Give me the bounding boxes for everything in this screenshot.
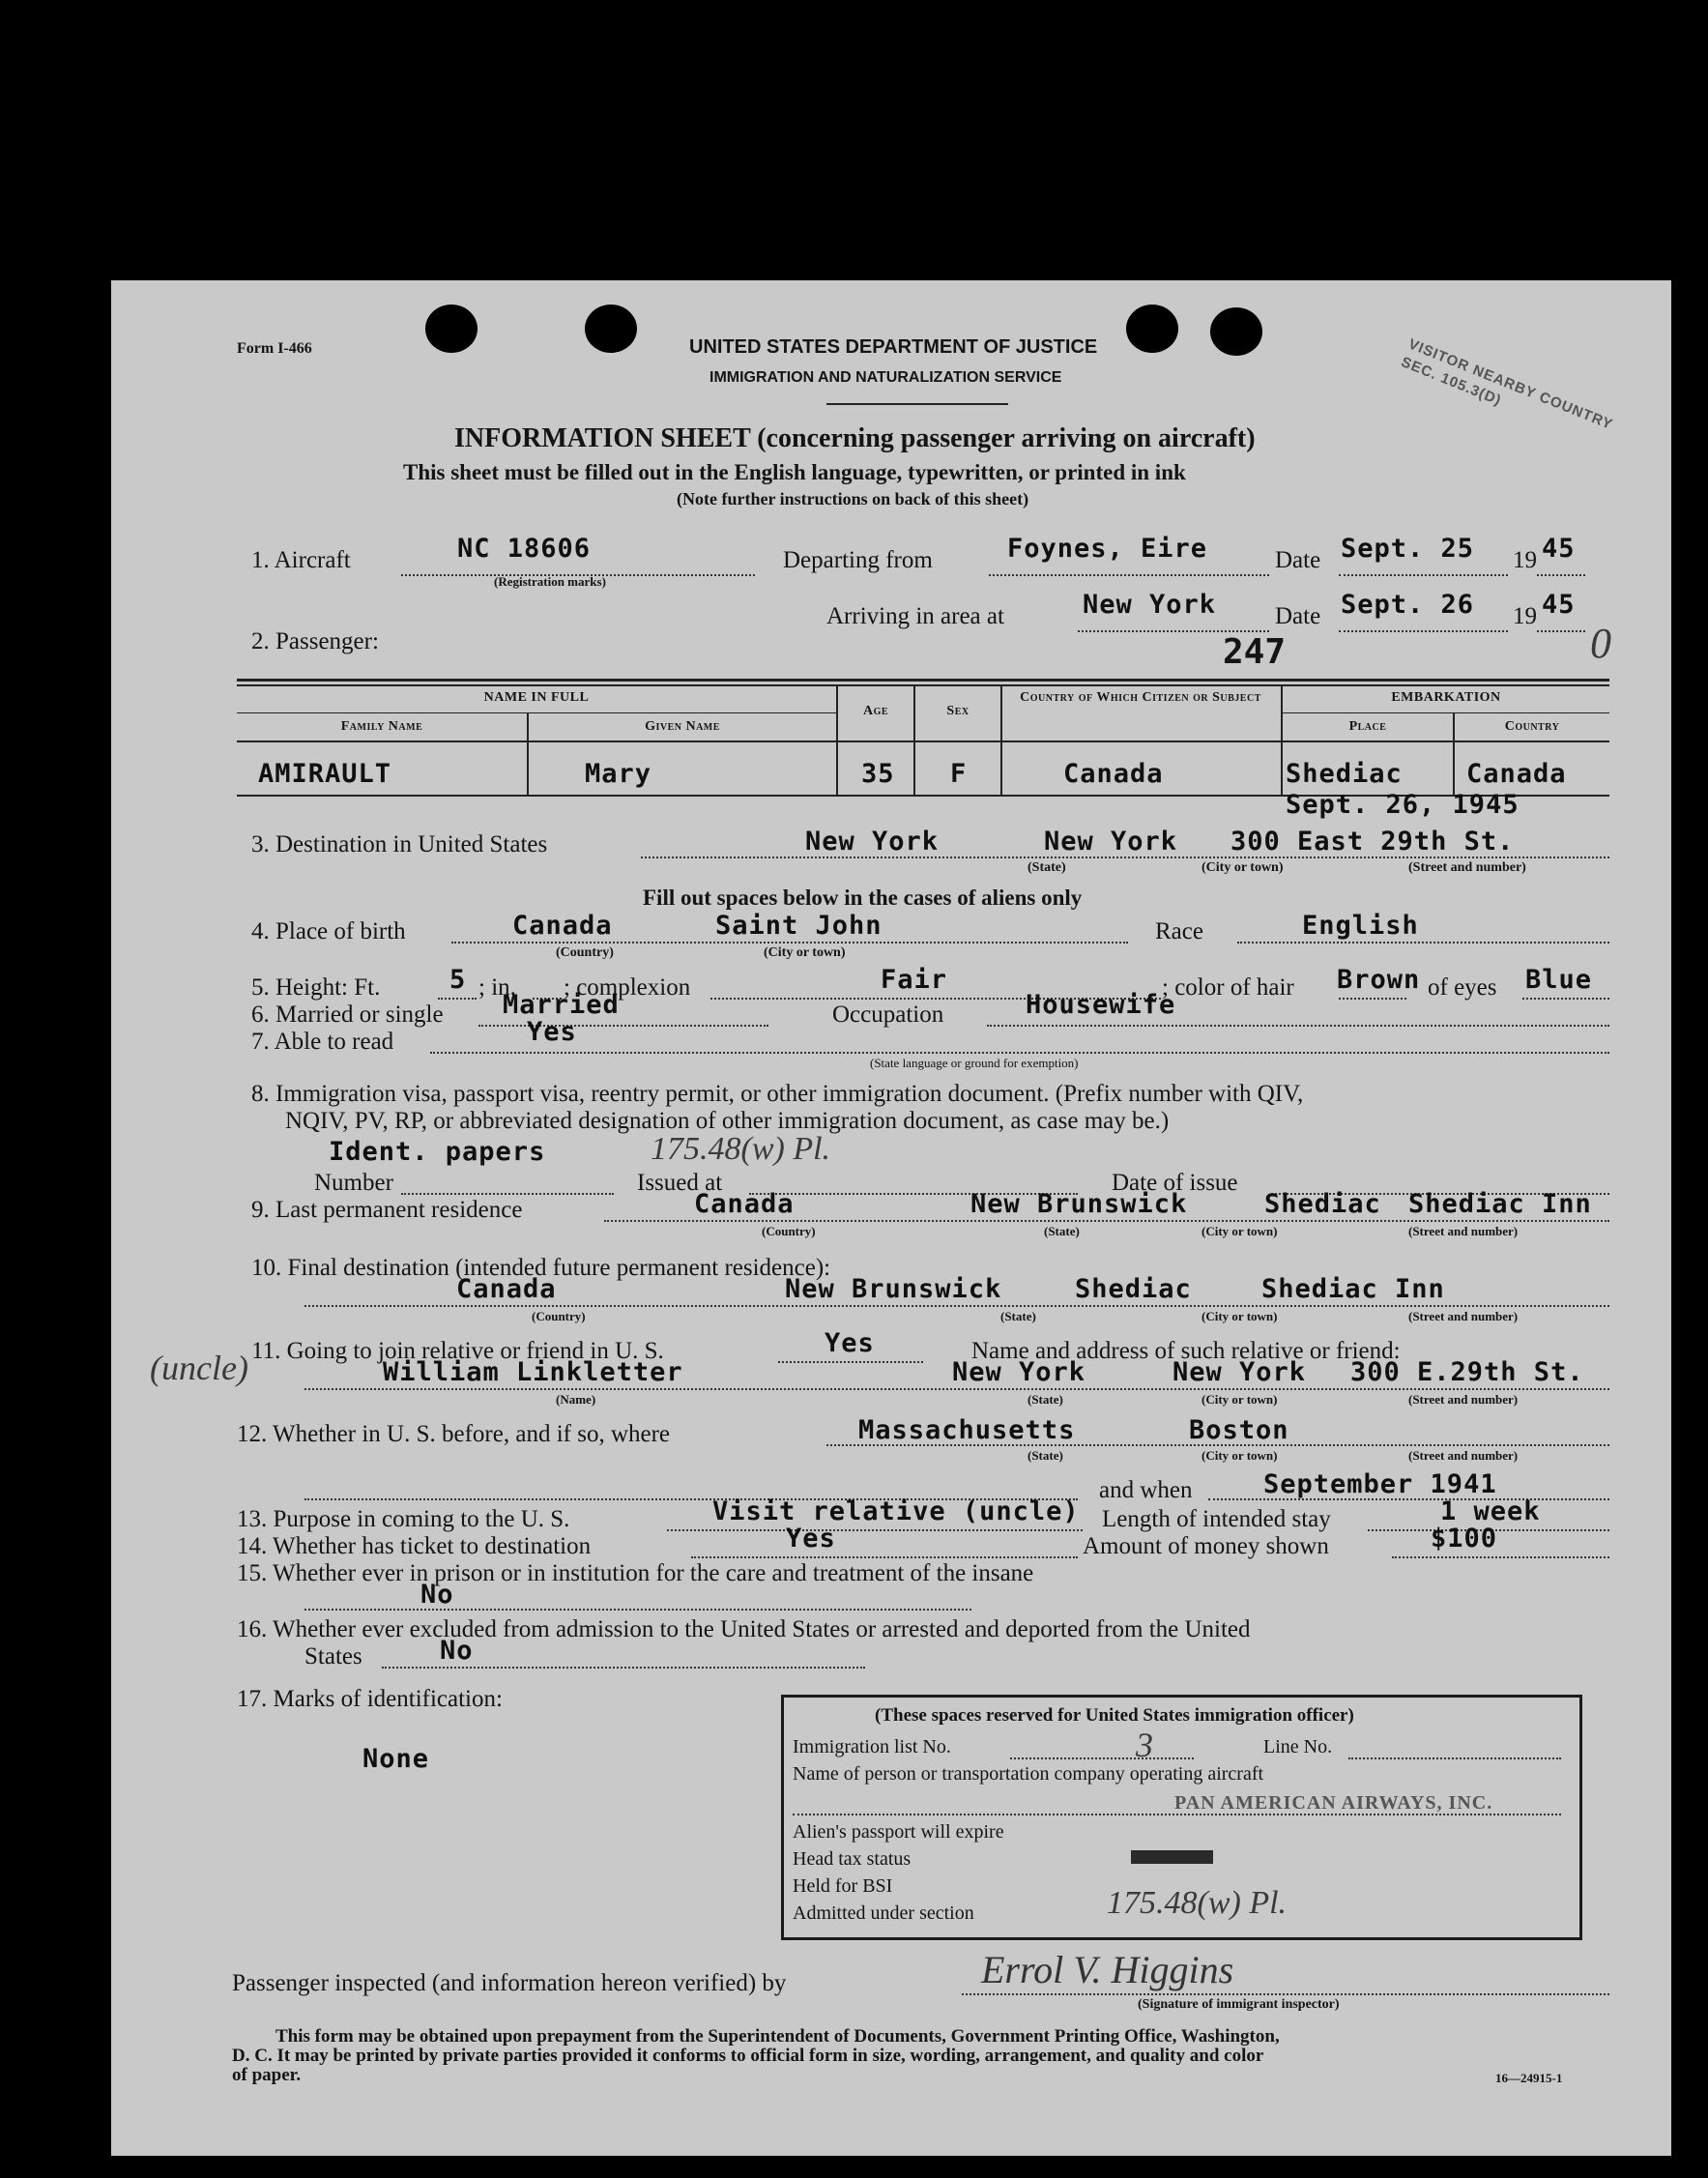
marks-label: 17. Marks of identification: — [237, 1686, 503, 1712]
street-sub-10: (Street and number) — [1408, 1309, 1519, 1323]
signature-sub: (Signature of immigrant inspector) — [1138, 1997, 1340, 2012]
number-label: Number — [314, 1170, 393, 1196]
hair: Brown — [1337, 965, 1421, 995]
departing-value: Foynes, Eire — [1007, 534, 1208, 564]
age: 35 — [861, 759, 895, 789]
city-sub-10: (City or town) — [1201, 1309, 1278, 1323]
when-label: and when — [1099, 1477, 1193, 1503]
purpose-label: 13. Purpose in coming to the U. S. — [237, 1506, 570, 1532]
registration-sub: (Registration marks) — [494, 574, 606, 589]
punch-hole — [1210, 307, 1262, 356]
state-sub-10: (State) — [1000, 1309, 1036, 1323]
handwritten-uncle: (uncle) — [150, 1349, 248, 1387]
complexion: Fair — [881, 965, 948, 995]
date-label: Date — [1275, 547, 1321, 573]
passport-label: Alien's passport will expire — [793, 1821, 1004, 1843]
arriving-label: Arriving in area at — [826, 603, 1004, 629]
inspector-signature: Errol V. Higgins — [981, 1948, 1234, 1991]
passenger-label: 2. Passenger: — [251, 628, 379, 654]
dest-city: New York — [1044, 827, 1178, 857]
country-header: Country — [1504, 719, 1560, 734]
destination-label: 3. Destination in United States — [251, 831, 548, 857]
race: English — [1302, 911, 1419, 941]
final-dest-label: 10. Final destination (intended future permanent residence): — [251, 1255, 831, 1281]
document: Ident. papers — [329, 1137, 546, 1167]
punch-hole — [1126, 305, 1178, 353]
occupation-label: Occupation — [832, 1002, 944, 1028]
sex: F — [950, 759, 968, 789]
height-label: 5. Height: Ft. — [251, 974, 381, 1001]
tax-label: Head tax status — [793, 1848, 912, 1870]
list-no-label: Immigration list No. — [793, 1736, 951, 1757]
city-sub-4: (City or town) — [764, 945, 846, 960]
page-title: INFORMATION SHEET (concerning passenger arriving on aircraft) — [454, 423, 1256, 453]
inches-label: ; in. — [478, 974, 516, 1001]
footer-line-2: D. C. It may be printed by private parties provided it conforms to official form in size, wording, arrangement, and quality and color — [232, 2046, 1264, 2066]
excluded-label-2: States — [304, 1643, 362, 1670]
form-number: Form I-466 — [237, 340, 312, 357]
relative-street: 300 E.29th St. — [1350, 1357, 1584, 1387]
handwritten-mark: 0 — [1590, 620, 1611, 667]
footer-line-1: This form may be obtained upon prepayment from the Superintendent of Documents, Government Printing Office, Washington, — [275, 2026, 1280, 2047]
visa-label-2: NQIV, PV, RP, or abbreviated designation of other immigration document, as case may be.) — [285, 1108, 1170, 1134]
before-state: Massachusetts — [858, 1415, 1076, 1445]
citizen-header: Country of Which Citizen or Subject — [1020, 690, 1261, 705]
issued-label: Issued at — [637, 1170, 723, 1196]
family-name-header: Family Name — [340, 719, 423, 734]
footer-code: 16—24915-1 — [1495, 2071, 1563, 2085]
depart-year: 45 — [1542, 534, 1576, 564]
join-value: Yes — [825, 1328, 875, 1358]
tax-stamp — [1131, 1850, 1213, 1864]
service: IMMIGRATION AND NATURALIZATION SERVICE — [709, 369, 1062, 386]
eyes: Blue — [1525, 965, 1593, 995]
family-name: AMIRAULT — [258, 759, 392, 789]
department: UNITED STATES DEPARTMENT OF JUSTICE — [689, 336, 1098, 358]
final-state: New Brunswick — [785, 1274, 1002, 1304]
dest-street: 300 East 29th St. — [1230, 827, 1515, 857]
residence-city: Shediac — [1264, 1189, 1381, 1219]
company-stamp: PAN AMERICAN AIRWAYS, INC. — [1174, 1792, 1493, 1814]
country-sub: (Country) — [556, 945, 614, 960]
age-header: Age — [862, 704, 889, 718]
relative-name-label: Name and address of such relative or friend: — [971, 1338, 1401, 1364]
name-in-full-header: NAME IN FULL — [483, 690, 590, 705]
final-country: Canada — [456, 1274, 557, 1304]
year-prefix: 19 — [1513, 547, 1537, 573]
state-sub-9: (State) — [1044, 1224, 1080, 1238]
state-sub-12: (State) — [1028, 1448, 1063, 1463]
depart-date: Sept. 25 — [1341, 534, 1475, 564]
when-value: September 1941 — [1263, 1469, 1497, 1499]
embark-date: Sept. 26, 1945 — [1286, 790, 1520, 820]
name-sub: (Name) — [556, 1392, 596, 1407]
country-sub-10: (Country) — [532, 1309, 586, 1323]
arrive-date: Sept. 26 — [1341, 590, 1475, 620]
complexion-label: ; complexion — [564, 974, 691, 1001]
final-city: Shediac — [1075, 1274, 1192, 1304]
money-label: Amount of money shown — [1083, 1533, 1329, 1559]
company-label: Name of person or transportation company operating aircraft — [793, 1763, 1264, 1785]
given-name: Mary — [585, 759, 652, 789]
inspected-label: Passenger inspected (and information hereon verified) by — [232, 1970, 787, 1996]
birth-city: Saint John — [715, 911, 883, 941]
residence-country: Canada — [694, 1189, 795, 1219]
prison-value: No — [420, 1580, 454, 1610]
list-number: 3 — [1136, 1726, 1153, 1764]
arriving-value: New York — [1083, 590, 1217, 620]
residence-street: Shediac Inn — [1408, 1189, 1592, 1219]
state-sub: (State) — [1028, 860, 1066, 875]
ticket-value: Yes — [786, 1524, 836, 1554]
read-sub: (State language or ground for exemption) — [870, 1056, 1079, 1070]
admitted-section: 175.48(w) Pl. — [1107, 1885, 1288, 1921]
dest-state: New York — [805, 827, 940, 857]
visa-label: 8. Immigration visa, passport visa, reentry permit, or other immigration document. (Prefix number with QIV, — [251, 1081, 1304, 1107]
admitted-label: Admitted under section — [793, 1902, 974, 1924]
before-city: Boston — [1189, 1415, 1289, 1445]
eyes-label: of eyes — [1428, 974, 1497, 1001]
relative-city: New York — [1172, 1357, 1307, 1387]
city-sub-12: (City or town) — [1201, 1448, 1278, 1463]
footer-line-3: of paper. — [232, 2065, 302, 2085]
handwritten-doc-number: 175.48(w) Pl. — [651, 1131, 831, 1167]
street-sub-11: (Street and number) — [1408, 1392, 1519, 1407]
aliens-note: Fill out spaces below in the cases of aliens only — [643, 886, 1083, 910]
bsi-label: Held for BSI — [793, 1875, 893, 1897]
note: (Note further instructions on back of this sheet) — [677, 489, 1029, 508]
marks-value: None — [362, 1744, 430, 1774]
embark-place: Shediac — [1286, 759, 1403, 789]
occupation: Housewife — [1026, 990, 1176, 1020]
given-name-header: Given Name — [645, 719, 720, 734]
street-sub-9: (Street and number) — [1408, 1224, 1519, 1238]
excluded-label: 16. Whether ever excluded from admission to the United States or arrested and deported from the United — [237, 1616, 1251, 1642]
subtitle: This sheet must be filled out in the English language, typewritten, or printed in ink — [403, 460, 1186, 484]
hair-label: ; color of hair — [1162, 974, 1294, 1001]
relative-state: New York — [952, 1357, 1086, 1387]
aircraft-value: NC 18606 — [457, 534, 592, 564]
height-ft: 5 — [449, 965, 467, 995]
arrive-year: 45 — [1542, 590, 1576, 620]
departing-label: Departing from — [783, 547, 933, 573]
street-sub-12: (Street and number) — [1408, 1448, 1519, 1463]
married-value: Married — [503, 990, 620, 1020]
punch-hole — [425, 305, 478, 353]
state-sub-11: (State) — [1028, 1392, 1063, 1407]
country-sub-9: (Country) — [762, 1224, 816, 1238]
read-label: 7. Able to read — [251, 1029, 394, 1055]
read-value: Yes — [527, 1017, 577, 1047]
stay-value: 1 week — [1440, 1496, 1541, 1526]
passenger-number: 247 — [1223, 632, 1287, 672]
city-sub-9: (City or town) — [1201, 1224, 1278, 1238]
join-label: 11. Going to join relative or friend in U. S. — [251, 1338, 664, 1364]
embarkation-header: EMBARKATION — [1391, 690, 1501, 705]
date-label-2: Date — [1275, 603, 1321, 629]
birth-label: 4. Place of birth — [251, 918, 406, 944]
citizen-country: Canada — [1063, 759, 1164, 789]
residence-state: New Brunswick — [970, 1189, 1188, 1219]
ticket-label: 14. Whether has ticket to destination — [237, 1533, 592, 1559]
birth-country: Canada — [512, 911, 613, 941]
married-label: 6. Married or single — [251, 1002, 444, 1028]
stay-label: Length of intended stay — [1102, 1506, 1331, 1532]
prison-label: 15. Whether ever in prison or in institution for the care and treatment of the insane — [237, 1560, 1034, 1586]
line-no-label: Line No. — [1263, 1736, 1333, 1757]
money-value: $100 — [1431, 1524, 1498, 1554]
final-street: Shediac Inn — [1261, 1274, 1445, 1304]
embark-country: Canada — [1466, 759, 1567, 789]
city-sub: (City or town) — [1201, 860, 1284, 875]
stamp: VISITOR NEARBY COUNTRY SEC. 105.3(D) — [1398, 335, 1615, 434]
punch-hole — [585, 305, 637, 353]
aircraft-label: 1. Aircraft — [251, 547, 351, 573]
relative-name: William Linkletter — [383, 1357, 683, 1387]
before-label: 12. Whether in U. S. before, and if so, where — [237, 1421, 671, 1447]
sex-header: Sex — [946, 704, 970, 718]
race-label: Race — [1155, 918, 1203, 944]
street-sub: (Street and number) — [1408, 860, 1526, 875]
officer-title: (These spaces reserved for United States immigration officer) — [875, 1705, 1354, 1726]
excluded-value: No — [440, 1636, 474, 1666]
residence-label: 9. Last permanent residence — [251, 1197, 523, 1223]
year-prefix-2: 19 — [1513, 603, 1537, 629]
date-issue-label: Date of issue — [1112, 1170, 1238, 1196]
place-header: Place — [1348, 719, 1387, 734]
form-sheet — [111, 280, 1671, 2156]
city-sub-11: (City or town) — [1201, 1392, 1278, 1407]
purpose-value: Visit relative (uncle) — [712, 1496, 1080, 1526]
